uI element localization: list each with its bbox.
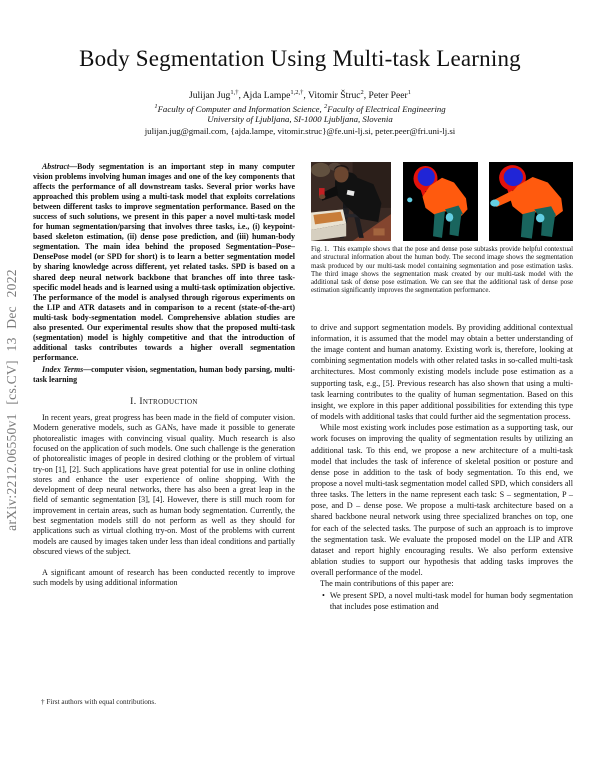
affiliation-line-1: $^1$Faculty of Computer and Information Science, $^2$Faculty of Electrical Engineering — [154, 102, 446, 114]
abstract-paragraph: Abstract—Body segmentation is an important step in many computer vision problems involving human images and one of the key components that affects the performance of all downstream tasks. Several prior works have approached this problem using a multi-task model that exploits correlations between different tasks to improve segmentation performance. Based on the success of such solutions, we present in this paper a novel multi-task model for human segmentation/parsing that involves three tasks, i.e., (i) keypoint-based skeleton estimation, (ii) dense pose prediction, and (iii) human-body segmentation. The main idea behind the proposed Segmentation–Pose–DensePose model (or SPD for short) is to learn a better segmentation model by sharing knowledge across different, yet related tasks. SPD is based on a shared deep neural network backbone that branches off into three task-specific model heads and is learned using a multi-task optimization objective. The performance of the model is analysed through rigorous experiments on the LIP and ATR datasets and in comparison to a recent (state-of-the-art) multi-task body-segmentation model. Comprehensive ablation studies are also presented. Our experimental results show that the proposed multi-task (segmentation) model is highly competitive and that the introduction of additional tasks contributes towards a higher overall segmentation performance. — [33, 162, 295, 362]
author: Julijan Jug$^{1,\dagger}$, — [189, 89, 243, 102]
mask-hand-region — [445, 213, 453, 222]
mask-hair-region — [504, 168, 523, 186]
right-paragraph-2: While most existing work includes pose estimation as a supporting task, our work focuses on improving the quality of segmentation results by utilizing an additional task. To this end, we propose a new architecture of a multi-task model that includes the task of inference of skeletal position or posture and dense pose in addition to the task of body segmentation. To this end, we propose a novel multi-task segmentation model called SPD, which considers all three tasks. The letters in the name represent each task: S – segmentation, P – pose, and D – dense pose. We propose a multi-task architecture based on a shared backbone neural network using three specialized branches on top, one for each of the selected tasks. The purpose of such an approach is to improve the segmentation task. We evaluate the proposed model on the LIP and ATR dataset and report highly encouraging results. We also perform extensive ablation studies to support our hypothesis that adding tasks improves the overall performance of the model. — [311, 423, 573, 578]
author: Peter Peer$^1$ — [368, 89, 411, 102]
mask-hair-region — [417, 168, 434, 186]
mask-hand-region — [536, 214, 544, 223]
figure-1-caption: Fig. 1. This example shows that the pose and dense pose subtasks provide helpful contextual and structural information about the human body. The second image shows the segmentation mask produced by our multi-task model containing segmentation and pose estimation tasks. The third image shows the segmentation mask created by our multi-task model with the additional task of dense pose estimation. We can see that the additional task of dense pose estimation significantly improves the segmentation performance. — [311, 246, 573, 295]
equal-contribution-footnote: † First authors with equal contributions. — [41, 698, 156, 707]
author-emails: julijan.jug@gmail.com, {ajda.lampe, vitomir.struc}@fe.uni-lj.si, peter.peer@fri.uni-lj.si — [144, 126, 456, 137]
author: Vitomir Štruc$^2$, — [308, 89, 369, 102]
section-heading-introduction: I. Introduction — [130, 396, 198, 408]
figure-mask-seg-pose-densepose — [489, 162, 573, 241]
index-terms-lead: Index Terms — [42, 364, 84, 374]
left-column — [33, 162, 295, 707]
author: Ajda Lampe$^{1,2,\dagger}$, — [242, 89, 309, 102]
index-terms: Index Terms—computer vision, segmentation, human body parsing, multi-task learning — [33, 364, 296, 384]
right-column — [311, 162, 573, 707]
intro-paragraph-2: A significant amount of research has been conducted recently to improve such models by using additional information — [33, 568, 295, 588]
arxiv-sidebar-label: arXiv:2212.06550v1 [cs.CV] 13 Dec 2022 — [4, 269, 19, 531]
mask-hand-region — [407, 198, 412, 203]
author-line — [0, 87, 600, 102]
affiliation-line-2: University of Ljubljana, SI-1000 Ljubljana, Slovenia — [207, 114, 393, 125]
contributions-intro: The main contributions of this paper are: — [320, 579, 454, 589]
contribution-bullet-1: • We present SPD, a novel multi-task model for human body segmentation that includes pose estimation and — [322, 590, 573, 611]
figure-input-photo — [311, 162, 391, 241]
bullet-icon: • — [322, 590, 325, 600]
right-paragraph-1: to drive and support segmentation models. By providing additional contextual information, it is assumed that the model may obtain a better understanding of the image content and human anatomy. Existing work is, therefore, looking at combining segmentation models with other related tasks in so-called multi-task architectures. Most commonly existing models include pose estimation as a supporting task, e.g., [5]. Previous research has also shown that using a multi-task learning contributes to the quality of human segmentation. Based on this insight, we explore in this paper additional possibilities for extending this type of models with additional tasks that could further aid the segmentation process. — [311, 322, 573, 422]
figure-mask-seg-pose — [403, 162, 478, 241]
two-column-body — [0, 162, 600, 707]
intro-paragraph-1: In recent years, great progress has been made in the field of computer vision. Modern generative models, such as GANs, have made it possible to generate photorealistic images with convincing visual quality. Much research is also focused on the application of such models. One such challenge is the generation of photorealistic images of people in desired clothing or the problem of virtual try-on [1], [2]. Such applications have great potential for use in online clothing stores and enhance the user experience of online shopping. With the development of deep neural networks, there has also been a great leap in the field of semantic segmentation [3], [4]. However, there is still much room for improvement in certain areas, such as human body segmentation. Currently, the best segmentation models still do not perform as well as they should for applications such as virtual clothing try-on. Most of the problems with current models are caused by images taken under less than ideal conditions and partially obscured views of the subject. — [33, 413, 295, 556]
paper-title: Body Segmentation Using Multi-task Learning — [79, 46, 521, 71]
abstract-lead: Abstract — [42, 162, 70, 171]
mask-hand-region — [490, 200, 499, 207]
figure-1 — [311, 162, 573, 241]
